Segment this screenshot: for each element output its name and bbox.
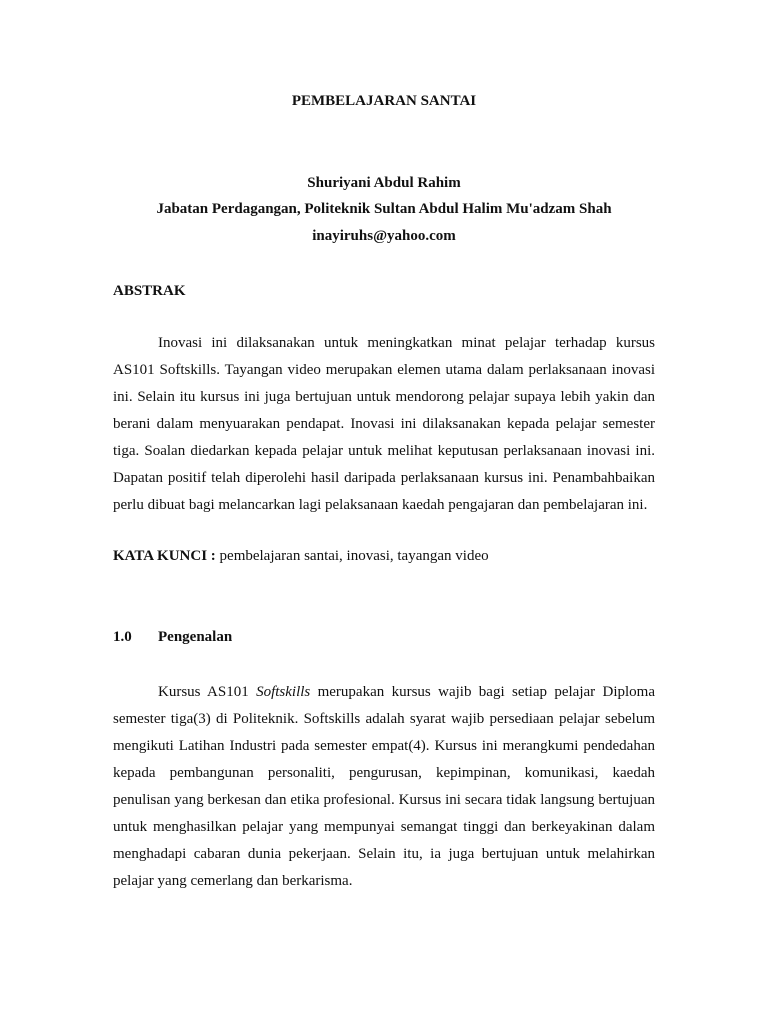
section-number: 1.0 <box>113 629 132 645</box>
author-department: Jabatan Perdagangan, Politeknik Sultan Abdul Halim Mu'adzam Shah <box>156 201 612 217</box>
abstract-heading: ABSTRAK <box>113 283 186 299</box>
section-title: Pengenalan <box>158 629 233 645</box>
intro-line-post: merupakan kursus wajib bagi setiap pelajar Diploma <box>310 684 655 700</box>
abstract-line: perlu dibuat bagi melancarkan lagi pelaksanaan kaedah pengajaran dan pembelajaran ini. <box>113 497 648 513</box>
abstract-line: Inovasi ini dilaksanakan untuk meningkatkan minat pelajar terhadap kursus <box>158 335 655 351</box>
intro-line: semester tiga(3) di Politeknik. Softskills adalah syarat wajib persediaan pelajar sebelum <box>113 711 655 727</box>
keywords <box>113 548 489 565</box>
abstract-line: ini. Selain itu kursus ini juga bertujuan untuk mendorong pelajar supaya lebih yakin dan <box>113 389 655 405</box>
abstract-line: Dapatan positif telah diperolehi hasil daripada perlaksanaan kursus ini. Penambahbaikan <box>113 470 655 486</box>
author-email: inayiruhs@yahoo.com <box>312 228 456 244</box>
document-title: PEMBELAJARAN SANTAI <box>291 93 477 109</box>
intro-line-pre: Kursus AS101 <box>158 684 257 700</box>
intro-line <box>113 679 655 706</box>
intro-line: menghadapi cabaran dunia pekerjaan. Selain itu, ia juga bertujuan untuk melahirkan <box>113 846 655 862</box>
intro-paragraph <box>113 679 655 895</box>
abstract-line: tiga. Soalan diedarkan kepada pelajar untuk melihat keputusan perlaksanaan inovasi ini. <box>113 443 655 459</box>
intro-line: untuk menghasilkan pelajar yang mempunyai semangat tinggi dan berkeyakinan dalam <box>113 819 655 835</box>
keywords-label: KATA KUNCI : <box>113 548 216 564</box>
abstract-line: berani dalam menyuarakan pendapat. Inovasi ini dilaksanakan kepada pelajar semester <box>113 416 655 432</box>
intro-line: penulisan yang berkesan dan etika profesional. Kursus ini secara tidak langsung bertujuan <box>113 792 655 808</box>
intro-line: mengikuti Latihan Industri pada semester empat(4). Kursus ini merangkumi pendedahan <box>113 738 655 754</box>
abstract-line: AS101 Softskills. Tayangan video merupakan elemen utama dalam perlaksanaan inovasi <box>113 362 655 378</box>
keywords-text: pembelajaran santai, inovasi, tayangan video <box>215 548 489 564</box>
abstract-paragraph <box>113 330 655 519</box>
intro-line: pelajar yang cemerlang dan berkarisma. <box>113 873 353 889</box>
intro-italic-term: Softskills <box>256 684 311 700</box>
author-name: Shuriyani Abdul Rahim <box>307 175 461 191</box>
intro-line: kepada pembangunan personaliti, pengurusan, kepimpinan, komunikasi, kaedah <box>113 765 655 781</box>
